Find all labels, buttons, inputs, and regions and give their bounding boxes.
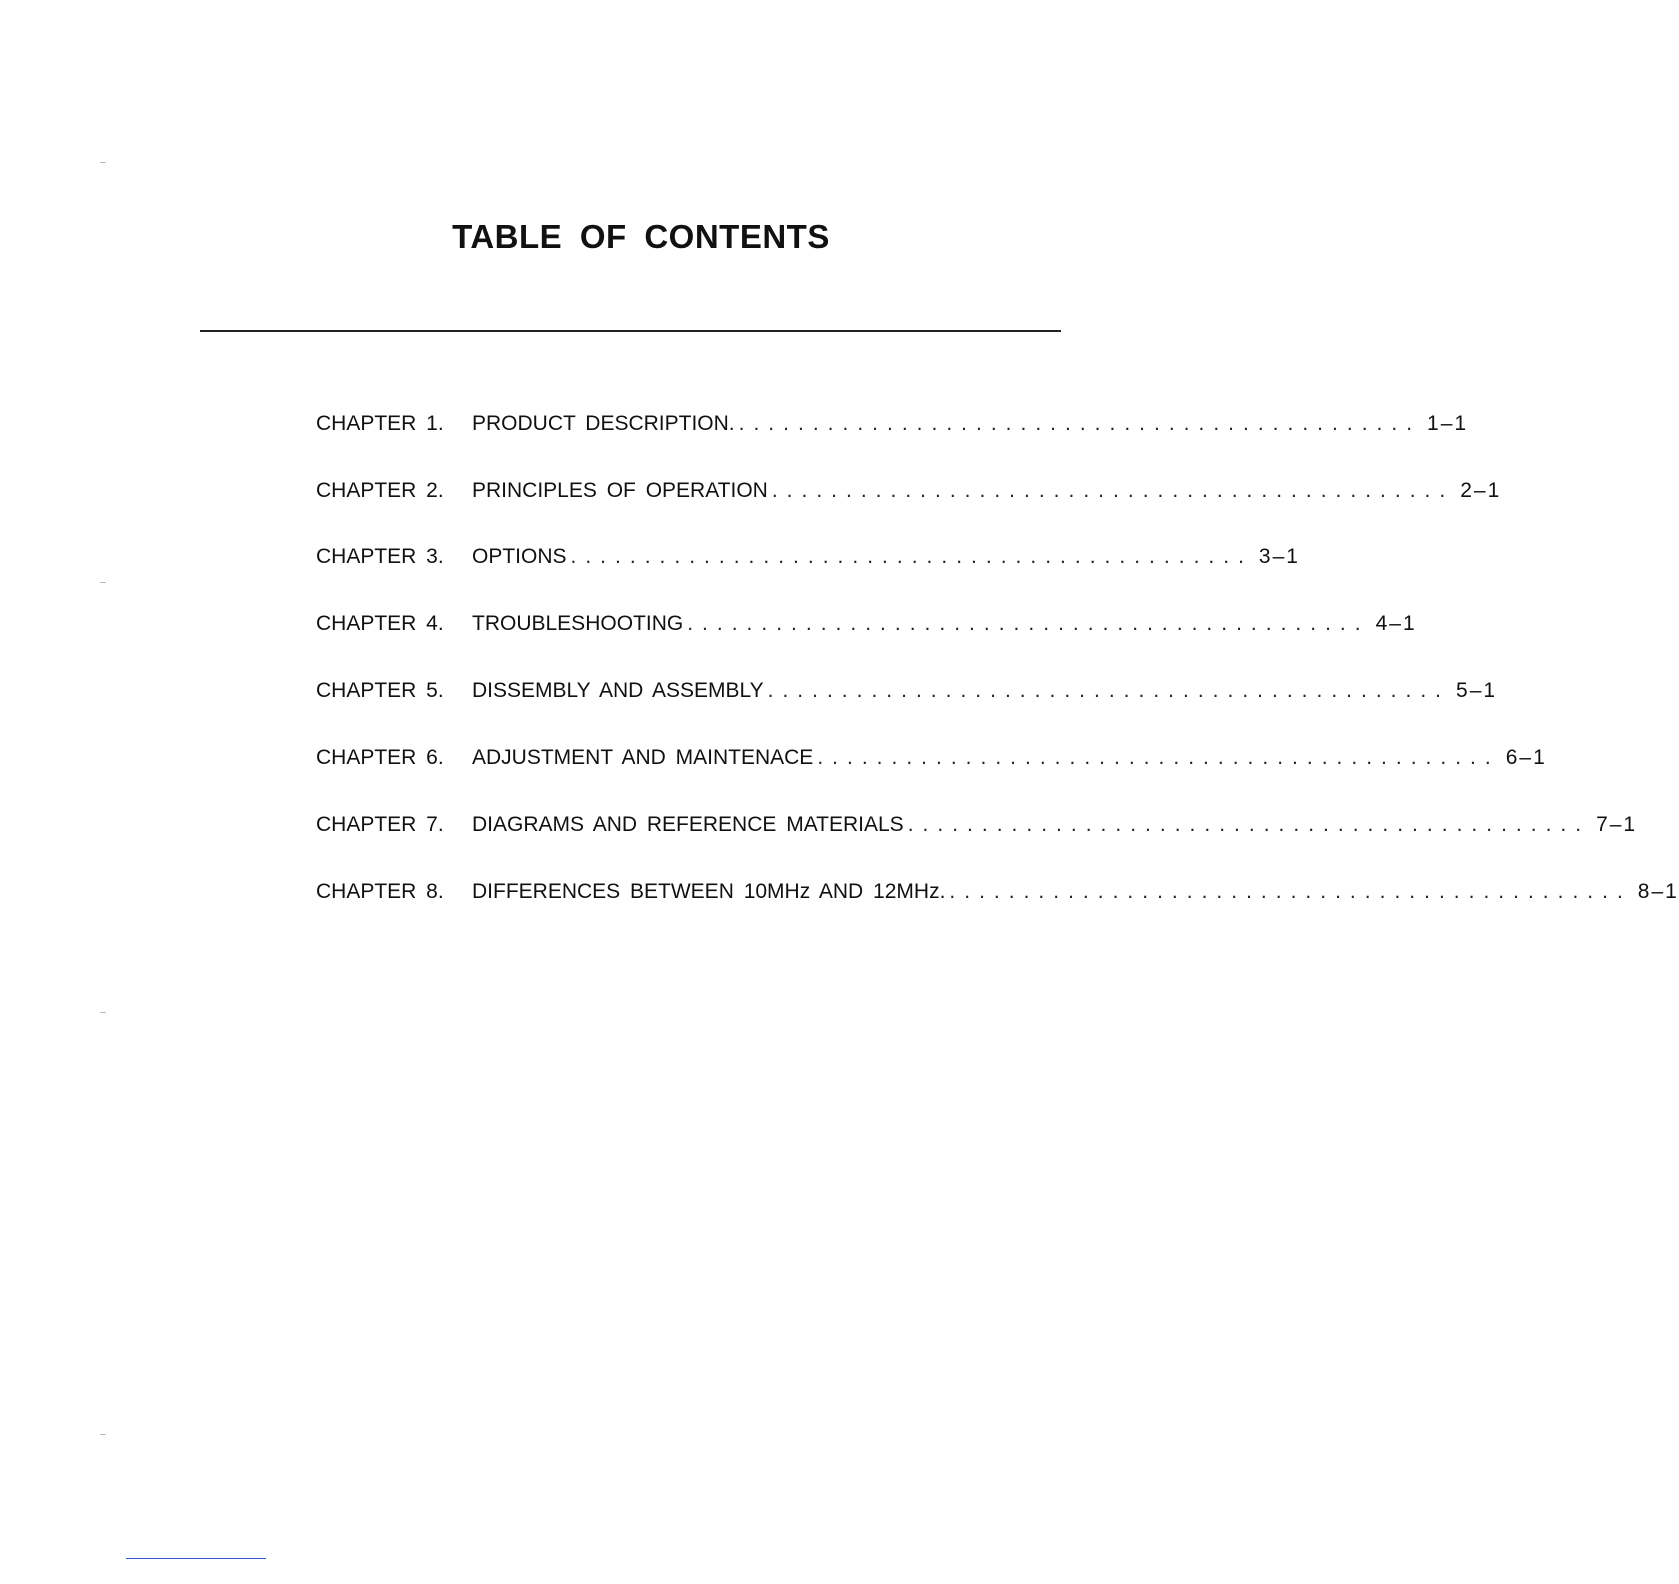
chapter-title: DIFFERENCES BETWEEN 10MHz AND 12MHz. [472, 880, 946, 903]
scan-mark [100, 582, 106, 583]
dot-leader: .............................................. [570, 545, 1253, 568]
chapter-number: CHAPTER 2. [316, 479, 444, 502]
toc-entry[interactable] [316, 671, 1498, 711]
footer-line [126, 1558, 266, 1559]
page-number: 3–1 [1258, 545, 1300, 568]
chapter-number: CHAPTER 5. [316, 679, 444, 702]
page-number: 7–1 [1596, 813, 1638, 836]
chapter-number: CHAPTER 7. [316, 813, 444, 836]
toc-entry[interactable] [316, 471, 1502, 511]
dot-leader: .............................................. [767, 679, 1451, 702]
toc-entry[interactable] [316, 537, 1300, 577]
scan-mark [100, 162, 106, 163]
chapter-title: TROUBLESHOOTING [472, 612, 684, 635]
chapter-number: CHAPTER 4. [316, 612, 444, 635]
dot-leader: .............................................. [771, 479, 1455, 502]
dot-leader: .............................................. [949, 880, 1632, 903]
chapter-number: CHAPTER 3. [316, 545, 444, 568]
toc-entry[interactable] [316, 738, 1547, 778]
chapter-number: CHAPTER 6. [316, 746, 444, 769]
page-number: 8–1 [1637, 880, 1679, 903]
chapter-title: PRODUCT DESCRIPTION. [472, 412, 735, 435]
scan-mark [100, 1012, 106, 1013]
toc-entry[interactable] [316, 805, 1638, 845]
page-number: 2–1 [1460, 479, 1502, 502]
chapter-title: OPTIONS [472, 545, 567, 568]
chapter-title: DIAGRAMS AND REFERENCE MATERIALS [472, 813, 904, 836]
dot-leader: .............................................. [907, 813, 1591, 836]
scan-mark [100, 1434, 106, 1435]
page-number: 4–1 [1375, 612, 1417, 635]
toc-entry[interactable] [316, 404, 1469, 444]
dot-leader: .............................................. [687, 612, 1370, 635]
page-title: TABLE OF CONTENTS [452, 218, 830, 255]
chapter-title: DISSEMBLY AND ASSEMBLY [472, 679, 764, 702]
chapter-title: ADJUSTMENT AND MAINTENACE [472, 746, 814, 769]
page-number: 1–1 [1427, 412, 1469, 435]
dot-leader: .............................................. [817, 746, 1500, 769]
toc-entry[interactable] [316, 604, 1417, 644]
chapter-number: CHAPTER 1. [316, 412, 444, 435]
toc-entry[interactable] [316, 872, 1679, 912]
title-rule [200, 330, 1061, 332]
page-number: 6–1 [1505, 746, 1547, 769]
chapter-title: PRINCIPLES OF OPERATION [472, 479, 768, 502]
page-number: 5–1 [1456, 679, 1498, 702]
chapter-number: CHAPTER 8. [316, 880, 444, 903]
dot-leader: .............................................. [738, 412, 1422, 435]
